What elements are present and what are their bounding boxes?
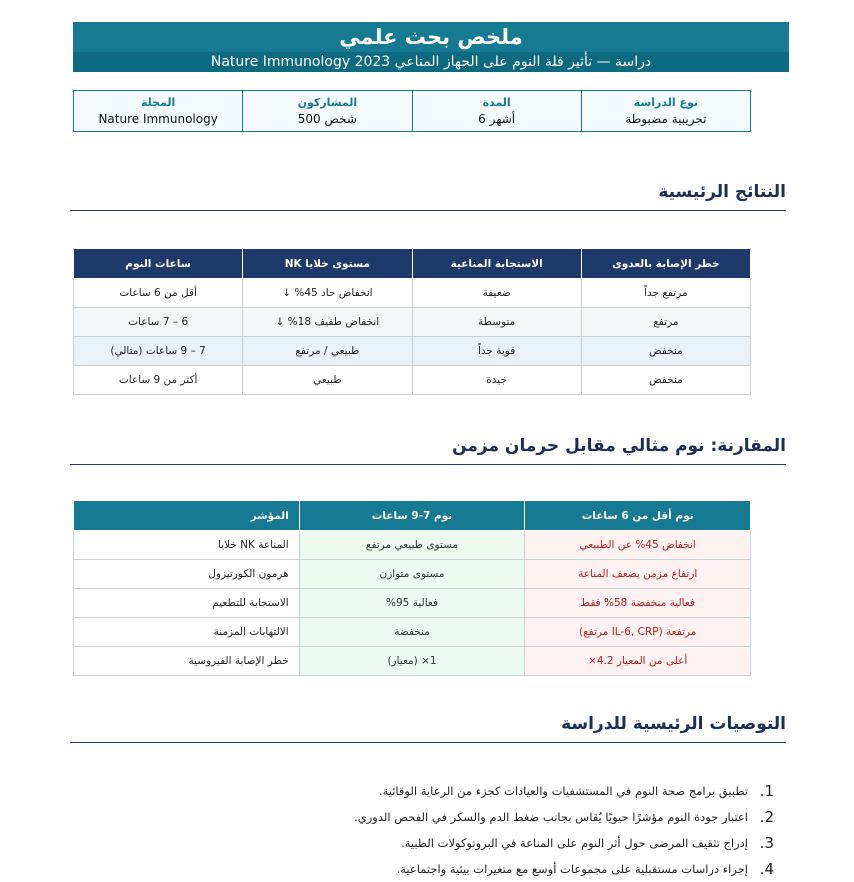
- list-number: 2.: [759, 808, 774, 826]
- info-value: 6 أشهر: [478, 112, 516, 126]
- table-cell: منخفض: [581, 366, 750, 395]
- table-cell: قوية جداً: [412, 337, 581, 366]
- section-title-results: النتائج الرئيسية: [70, 182, 786, 211]
- info-value: تجريبية مضبوطة: [625, 112, 707, 126]
- table-cell: مرتفعة (IL-6, CRP مرتفع): [525, 618, 751, 647]
- comparison-table: [73, 500, 751, 676]
- table-cell: انخفاض 45% عن الطبيعي: [525, 531, 751, 560]
- table-cell: المناعة NK خلايا: [74, 531, 300, 560]
- table-cell: متوسطة: [412, 308, 581, 337]
- table-cell: هرمون الكورتيزول: [74, 560, 300, 589]
- table-cell: 6 – 7 ساعات: [74, 308, 243, 337]
- list-item: [134, 778, 774, 804]
- info-study-type: [581, 91, 750, 131]
- list-text: تطبيق برامج صحة النوم في المستشفيات والعيادات كجزء من الرعاية الوقائية.: [378, 784, 748, 798]
- list-text: اعتبار جودة النوم مؤشرًا حيويًا يُقاس بجانب ضغط الدم والسكر في الفحص الدوري.: [354, 810, 748, 824]
- list-item: [134, 856, 774, 882]
- column-header: الاستجابة المناعية: [412, 249, 581, 279]
- table-cell: ارتفاع مزمن يضعف المناعة: [525, 560, 751, 589]
- column-header: نوم أقل من 6 ساعات: [525, 501, 751, 531]
- list-text: إدراج تثقيف المرضى حول أثر النوم على المناعة في البروتوكولات الطبية.: [401, 836, 748, 850]
- list-item: [134, 804, 774, 830]
- column-header: مستوى خلايا NK: [243, 249, 412, 279]
- table-cell: منخفض: [581, 337, 750, 366]
- list-item: [134, 830, 774, 856]
- table-cell: منخفضة: [299, 618, 525, 647]
- table-row: [74, 308, 751, 337]
- column-header: المؤشر: [74, 501, 300, 531]
- info-label: نوع الدراسة: [633, 96, 698, 109]
- table-cell: أعلى من المعيار 4.2×: [525, 647, 751, 676]
- column-header: خطر الإصابة بالعدوى: [581, 249, 750, 279]
- list-number: 3.: [759, 834, 774, 852]
- info-duration: [412, 91, 581, 131]
- table-cell: أقل من 6 ساعات: [74, 279, 243, 308]
- table-row: [74, 560, 751, 589]
- table-row: [74, 589, 751, 618]
- section-title-recommendations: التوصيات الرئيسية للدراسة: [70, 714, 786, 743]
- table-row: [74, 647, 751, 676]
- page-subtitle: دراسة — تأثير قلة النوم على الجهاز المناعي Nature Immunology 2023: [73, 52, 789, 72]
- table-row: [74, 618, 751, 647]
- table-row: [74, 279, 751, 308]
- table-cell: انخفاض حاد 45% ↓: [243, 279, 412, 308]
- table-cell: فعالية منخفضة 58% فقط: [525, 589, 751, 618]
- table-cell: 1× (معيار): [299, 647, 525, 676]
- table-cell: مرتفع جداً: [581, 279, 750, 308]
- list-text: إجراء دراسات مستقبلية على مجموعات أوسع مع متغيرات بيئية واجتماعية.: [396, 862, 748, 876]
- recommendations-list: [134, 778, 774, 882]
- table-cell: الاستجابة للتطعيم: [74, 589, 300, 618]
- report-header: [73, 22, 789, 72]
- table-row: [74, 531, 751, 560]
- info-value: Nature Immunology: [98, 112, 218, 126]
- table-cell: انخفاض طفيف 18% ↓: [243, 308, 412, 337]
- table-cell: فعالية 95%: [299, 589, 525, 618]
- table-cell: مرتفع: [581, 308, 750, 337]
- table-cell: الالتهابات المزمنة: [74, 618, 300, 647]
- table-cell: مستوى متوازن: [299, 560, 525, 589]
- info-journal: [74, 91, 242, 131]
- table-header-row: [74, 249, 751, 279]
- list-number: 1.: [759, 782, 774, 800]
- table-cell: طبيعي: [243, 366, 412, 395]
- page-title: ملخص بحث علمي: [73, 22, 789, 52]
- table-cell: خطر الإصابة الفيروسية: [74, 647, 300, 676]
- info-value: 500 شخص: [297, 112, 357, 126]
- section-title-comparison: المقارنة: نوم مثالي مقابل حرمان مزمن: [70, 436, 786, 465]
- table-row-highlighted: [74, 337, 751, 366]
- table-cell: ضعيفة: [412, 279, 581, 308]
- table-cell: طبيعي / مرتفع: [243, 337, 412, 366]
- column-header: ساعات النوم: [74, 249, 243, 279]
- study-info-box: [73, 90, 751, 132]
- list-number: 4.: [759, 860, 774, 878]
- table-row: [74, 366, 751, 395]
- table-cell: مستوى طبيعي مرتفع: [299, 531, 525, 560]
- column-header: نوم 7-9 ساعات: [299, 501, 525, 531]
- table-cell: جيدة: [412, 366, 581, 395]
- info-label: المشاركون: [297, 96, 358, 109]
- results-table: [73, 248, 751, 395]
- table-header-row: [74, 501, 751, 531]
- table-cell: 7 – 9 ساعات (مثالي): [74, 337, 243, 366]
- info-participants: [242, 91, 411, 131]
- info-label: المدة: [482, 96, 511, 109]
- table-cell: أكثر من 9 ساعات: [74, 366, 243, 395]
- info-label: المجلة: [140, 96, 176, 109]
